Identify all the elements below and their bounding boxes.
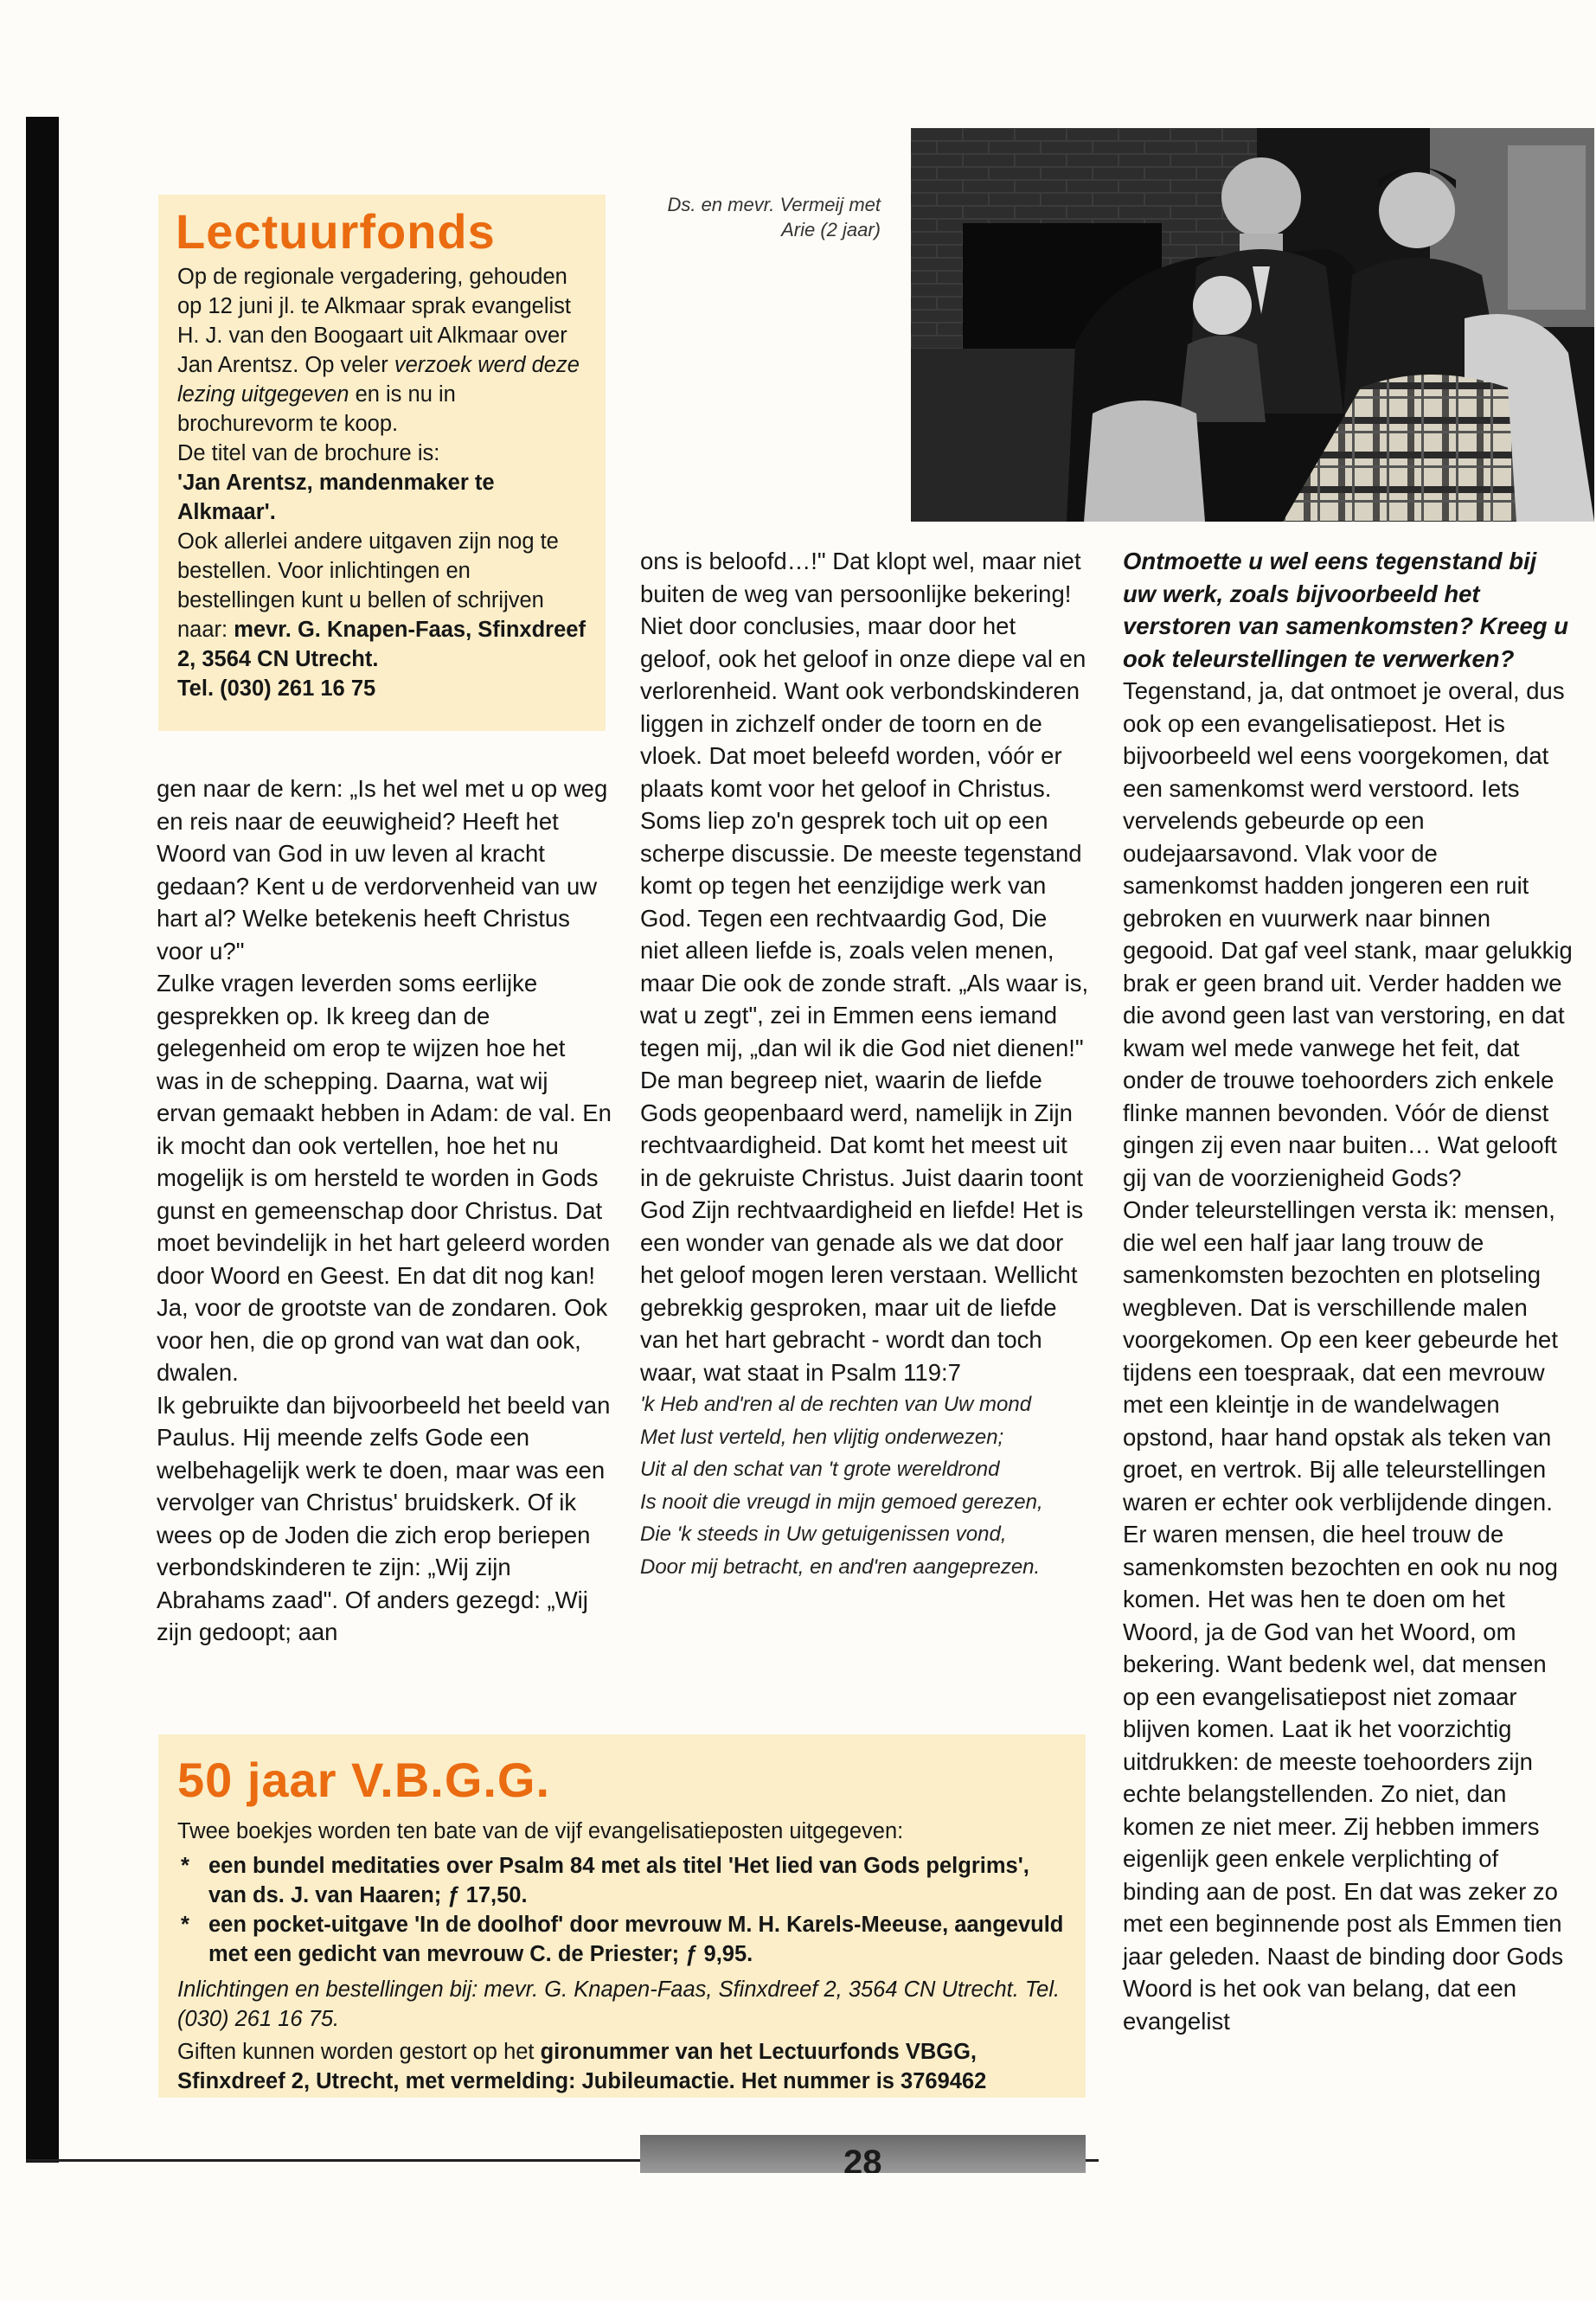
psalm-line: 'k Heb and'ren al de rechten van Uw mond (640, 1393, 1032, 1416)
article-paragraph: Ik gebruikte dan bijvoorbeeld het beeld van Paulus. Hij meende zelfs Gode een welbehagelijk werk te doen, maar was een vervolger van Christus' bruidskerk. Of ik wees op de Joden die zich erop beriepen verbondskinderen te zijn: „Wij zijn Abrahams zaad". Of anders gezegd: „Wij zijn gedoopt; aan (157, 1391, 611, 1645)
article-paragraph: ons is beloofd…!" Dat klopt wel, maar niet buiten de weg van persoonlijke bekering! Niet door conclusies, maar door het geloof, ook het geloof in onze diepe val en verlorenheid. Want ook verbondskinderen liggen in zichzelf onder de toorn en de vloek. Dat moet beleefd worden, vóór er plaats komt voor het geloof in Christus. (640, 548, 1086, 802)
photo-illustration (911, 128, 1594, 522)
article-column-3 (1123, 545, 1573, 2037)
lectuurfonds-box (158, 195, 606, 731)
lectuurfonds-heading: Lectuurfonds (176, 204, 496, 259)
jubileum-box (158, 1734, 1086, 2098)
article-column-2 (640, 545, 1090, 1583)
list-item: * een pocket-uitgave 'In de doolhof' door mevrouw M. H. Karels-Meeuse, aangevuld met een gedicht van mevrouw C. de Priester; ƒ 9,95. (177, 1910, 1068, 1969)
page-number-strip (640, 2135, 1086, 2173)
page-binding-edge (26, 117, 59, 2163)
psalm-line: Door mij betracht, en and'ren aangeprezen. (640, 1554, 1041, 1579)
bullet-marker: * (181, 1913, 189, 1937)
contact-address: mevr. G. Knapen-Faas, Sfinxdreef 2, 3564 CN Utrecht. (177, 618, 586, 671)
jubileum-book-list (177, 1851, 1068, 1969)
article-paragraph: Tegenstand, ja, dat ontmoet je overal, dus ook op een evangelisatiepost. Het is bijvoorbeeld wel eens voorgekomen, dat een samenkomst werd verstoord. Iets vervelends gebeurde op een oudejaarsavond. Vlak voor de samenkomst hadden jongeren een ruit gebroken en vuurwerk naar binnen gegooid. Dat gaf veel stank, maar gelukkig brak er geen brand uit. Verder hadden we die avond geen last van verstoring, en dat kwam wel mede vanwege het feit, dat onder de trouwe toehoorders zich enkele flinke mannen bevonden. Vóór de dienst gingen zij even naar buiten… Wat gelooft gij van de voorzienigheid Gods? (1123, 677, 1573, 1191)
page-number: 28 (843, 2144, 882, 2173)
article-paragraph: gen naar de kern: „Is het wel met u op weg en reis naar de eeuwigheid? Heeft het Woord van God in uw leven al kracht gedaan? Kent u de verdorvenheid van uw hart al? Welke betekenis heeft Christus voor u?" (157, 775, 608, 965)
photo-caption: Ds. en mevr. Vermeij met Arie (2 jaar) (667, 194, 881, 240)
article-column-1 (157, 772, 613, 1649)
psalm-line: Is nooit die vreugd in mijn gemoed gerezen, (640, 1490, 1043, 1514)
interview-question: Ontmoette u wel eens tegenstand bij uw werk, zoals bijvoorbeeld het verstoren van samenkomsten? Kreeg u ook teleurstellingen te verwerken? (1123, 548, 1569, 672)
lectuurfonds-text (177, 262, 593, 703)
psalm-quote (640, 1388, 1090, 1583)
photo-vermeij-family (911, 128, 1594, 522)
article-paragraph: Soms liep zo'n gesprek toch uit op een scherpe discussie. De meeste tegenstand komt op tegen het eenzijdige werk van God. Tegen een rechtvaardig God, Die niet alleen liefde is, zoals velen menen, maar Die ook de zonde straft. „Als waar is, wat u zegt", zei in Emmen eens iemand tegen mij, „dan wil ik die God niet dienen!" De man begreep niet, waarin de liefde Gods geopenbaard werd, namelijk in Zijn rechtvaardigheid. Dat komt het meest uit in de gekruiste Christus. Juist daarin toont God Zijn rechtvaardigheid en liefde! Het is een wonder van genade als we dat door het geloof mogen leren verstaan. Wellicht gebrekkig gesproken, maar uit de liefde van het hart gebracht - wordt dan toch waar, wat staat in Psalm 119:7 (640, 807, 1089, 1386)
giro-number: gironummer van het Lectuurfonds VBGG, Sfinxdreef 2, Utrecht, met vermelding: Jubileumactie. Het nummer is 3769462 (177, 2040, 987, 2093)
psalm-line: Die 'k steeds in Uw getuigenissen vond, (640, 1522, 1007, 1546)
bullet-marker: * (181, 1854, 189, 1878)
jubileum-heading: 50 jaar V.B.G.G. (177, 1753, 551, 1807)
article-paragraph: Onder teleurstellingen versta ik: mensen, die wel een half jaar lang trouw de samenkomsten bezochten en plotseling wegbleven. Dat is verschillende malen voorgekomen. Op een keer gebeurde het tijdens een toespraak, dat een mevrouw met een kleintje in de wandelwagen opstond, haar hand opstak als teken van groet, en vertrok. Bij alle teleurstellingen waren er echter ook verblijdende dingen. Er waren mensen, die heel trouw de samenkomsten bezochten en ook nu nog komen. Het was hen te doen om het Woord, ja de God van het Woord, om bekering. Want bedenk wel, dat mensen op een evangelisatiepost niet zomaar blijven komen. Laat ik het voorzichtig uitdrukken: de meeste toehoorders zijn echte belangstellenden. Zo niet, dan komen ze niet meer. Zij hebben immers eigenlijk geen enkele verplichting of binding aan de post. En dat was zeker zo met een beginnende post als Emmen tien jaar geleden. Naast de binding door Gods Woord is het ook van belang, dat een evangelist (1123, 1196, 1564, 2035)
jubileum-gift-info: Giften kunnen worden gestort op het gironummer van het Lectuurfonds VBGG, Sfinxdreef 2, Utrecht, met vermelding: Jubileumactie. Het nummer is 3769462 (177, 2040, 987, 2093)
article-paragraph: Zulke vragen leverden soms eerlijke gesprekken op. Ik kreeg dan de gelegenheid om erop te wijzen hoe het was in de schepping. Daarna, wat wij ervan gemaakt hebben in Adam: de val. En ik mocht dan ook vertellen, hoe het nu mogelijk is om hersteld te worden in Gods gunst en gemeenschap door Christus. Dat moet bevindelijk in het hart geleerd worden door Woord en Geest. En dat dit nog kan! Ja, voor de grootste van de zondaren. Ook voor hen, die op grond van wat dan ook, dwalen. (157, 970, 612, 1386)
lectuurfonds-paragraph: Op de regionale vergadering, gehouden op 12 juni jl. te Alkmaar sprak evangelist H. J. van den Boogaart uit Alkmaar over Jan Arentsz. Op veler verzoek werd deze lezing uitgegeven en is nu in brochurevorm te koop. (177, 265, 580, 436)
list-item: * een bundel meditaties over Psalm 84 met als titel 'Het lied van Gods pelgrims', van ds. J. van Haaren; ƒ 17,50. (177, 1851, 1068, 1910)
lectuurfonds-order-info: Ook allerlei andere uitgaven zijn nog te bestellen. Voor inlichtingen en bestellingen kunt u bellen of schrijven naar: mevr. G. Knapen-Faas, Sfinxdreef 2, 3564 CN Utrecht. (177, 529, 586, 671)
brochure-title-intro: De titel van de brochure is: (177, 441, 440, 465)
contact-phone: Tel. (030) 261 16 75 (177, 676, 376, 701)
psalm-line: Met lust verteld, hen vlijtig onderwezen; (640, 1425, 1004, 1449)
psalm-line: Uit al den schat van 't grote wereldrond (640, 1458, 1000, 1481)
jubileum-intro: Twee boekjes worden ten bate van de vijf evangelisatieposten uitgegeven: (177, 1819, 904, 1843)
brochure-title: 'Jan Arentsz, mandenmaker te Alkmaar'. (177, 471, 495, 524)
jubileum-order-info: Inlichtingen en bestellingen bij: mevr. G. Knapen-Faas, Sfinxdreef 2, 3564 CN Utrecht. Tel. (030) 261 16 75. (177, 1977, 1061, 2031)
